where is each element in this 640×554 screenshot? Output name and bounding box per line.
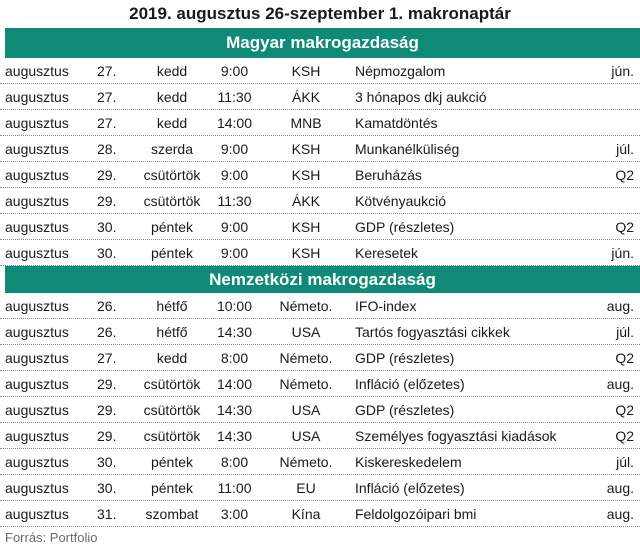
row-time: 9:00 (220, 245, 249, 261)
row-month: augusztus (5, 63, 69, 79)
calendar-sections (0, 28, 640, 527)
row-event: Kamatdöntés (355, 115, 438, 131)
row-time: 11:00 (217, 480, 252, 496)
row-time: 11:30 (217, 89, 252, 105)
row-day: 31. (97, 506, 117, 522)
row-time: 14:00 (216, 376, 253, 392)
row-event: Infláció (előzetes) (355, 480, 465, 496)
row-weekday: kedd (156, 350, 188, 366)
row-day: 26. (97, 324, 117, 340)
row-month: augusztus (5, 480, 69, 496)
row-weekday: csütörtök (143, 428, 201, 444)
row-period: Q2 (615, 350, 634, 366)
row-source: KSH (291, 63, 321, 79)
row-weekday: péntek (150, 454, 194, 470)
row-month: augusztus (5, 219, 69, 235)
row-source: Németo. (279, 376, 333, 392)
row-source: Kína (291, 506, 321, 522)
row-source: Németo. (279, 350, 333, 366)
table-row (0, 240, 640, 266)
row-weekday: péntek (150, 480, 194, 496)
row-weekday: kedd (156, 63, 188, 79)
row-period: júl. (616, 324, 634, 340)
row-day: 27. (97, 115, 117, 131)
row-weekday: csütörtök (143, 402, 201, 418)
table-row (0, 475, 640, 501)
row-day: 28. (97, 141, 117, 157)
row-day: 30. (97, 454, 117, 470)
table-row (0, 136, 640, 162)
page-title: 2019. augusztus 26-szeptember 1. makronaptár (129, 4, 511, 23)
row-month: augusztus (5, 402, 69, 418)
row-month: augusztus (5, 350, 69, 366)
row-time: 9:00 (220, 219, 249, 235)
row-weekday: csütörtök (143, 376, 201, 392)
table-row (0, 58, 640, 84)
row-month: augusztus (5, 376, 69, 392)
row-source: KSH (291, 245, 321, 261)
row-time: 9:00 (220, 141, 249, 157)
row-day: 30. (97, 219, 117, 235)
row-period: Q2 (615, 219, 634, 235)
row-event: GDP (részletes) (355, 350, 455, 366)
row-month: augusztus (5, 298, 69, 314)
row-month: augusztus (5, 324, 69, 340)
row-period: Q2 (615, 428, 634, 444)
row-weekday: péntek (150, 219, 194, 235)
row-weekday: hétfő (156, 324, 188, 340)
row-time: 14:00 (216, 115, 253, 131)
row-period: jún. (611, 63, 634, 79)
row-day: 27. (97, 89, 117, 105)
row-time: 11:30 (217, 193, 252, 209)
row-event: Keresetek (355, 245, 419, 261)
row-event: Beruházás (355, 167, 422, 183)
row-event: 3 hónapos dkj aukció (355, 89, 487, 105)
row-source: MNB (290, 115, 322, 131)
row-weekday: csütörtök (143, 193, 201, 209)
row-event: IFO-index (355, 298, 417, 314)
row-period: aug. (606, 298, 634, 314)
row-month: augusztus (5, 141, 69, 157)
row-source: KSH (291, 219, 321, 235)
row-event: Kötvényaukció (355, 193, 447, 209)
table-row (0, 319, 640, 345)
table-row (0, 423, 640, 449)
row-time: 3:00 (220, 506, 249, 522)
row-weekday: kedd (156, 89, 188, 105)
row-weekday: szerda (150, 141, 194, 157)
row-weekday: kedd (156, 115, 188, 131)
row-month: augusztus (5, 193, 69, 209)
row-day: 27. (97, 350, 117, 366)
row-event: Munkanélküliség (355, 141, 460, 157)
row-time: 9:00 (220, 167, 249, 183)
row-time: 8:00 (220, 454, 249, 470)
table-row (0, 345, 640, 371)
row-day: 29. (97, 428, 117, 444)
row-source: ÁKK (291, 89, 320, 105)
row-period: aug. (606, 480, 634, 496)
row-period: aug. (606, 376, 634, 392)
row-weekday: hétfő (156, 298, 188, 314)
row-month: augusztus (5, 454, 69, 470)
row-weekday: szombat (145, 506, 199, 522)
row-source: Németo. (279, 454, 333, 470)
row-event: Személyes fogyasztási kiadások (355, 428, 557, 444)
row-weekday: péntek (150, 245, 194, 261)
row-day: 30. (97, 245, 117, 261)
source-note: Forrás: Portfolio (5, 530, 98, 545)
row-period: jún. (611, 245, 634, 261)
row-time: 14:30 (216, 402, 253, 418)
row-time: 8:00 (220, 350, 249, 366)
row-source: USA (291, 428, 321, 444)
section-header: Magyar makrogazdaság (5, 28, 640, 58)
row-month: augusztus (5, 89, 69, 105)
row-event: GDP (részletes) (355, 219, 455, 235)
row-event: GDP (részletes) (355, 402, 455, 418)
row-period: aug. (606, 506, 634, 522)
table-row (0, 397, 640, 423)
row-day: 29. (97, 193, 117, 209)
row-day: 26. (97, 298, 117, 314)
row-time: 10:00 (216, 298, 253, 314)
row-time: 14:30 (216, 324, 253, 340)
row-time: 14:30 (216, 428, 253, 444)
row-day: 29. (97, 376, 117, 392)
table-row (0, 84, 640, 110)
row-event: Infláció (előzetes) (355, 376, 465, 392)
row-source: ÁKK (291, 193, 320, 209)
row-month: augusztus (5, 115, 69, 131)
row-event: Tartós fogyasztási cikkek (355, 324, 510, 340)
table-row (0, 501, 640, 527)
table-row (0, 293, 640, 319)
row-month: augusztus (5, 506, 69, 522)
row-day: 29. (97, 402, 117, 418)
table-row (0, 371, 640, 397)
row-period: júl. (616, 141, 634, 157)
row-source: USA (291, 324, 321, 340)
row-day: 30. (97, 480, 117, 496)
row-day: 27. (97, 63, 117, 79)
row-day: 29. (97, 167, 117, 183)
row-period: Q2 (615, 167, 634, 183)
row-source: Németo. (279, 298, 333, 314)
row-source: KSH (291, 167, 321, 183)
table-row (0, 110, 640, 136)
table-row (0, 449, 640, 475)
row-month: augusztus (5, 245, 69, 261)
row-period: Q2 (615, 402, 634, 418)
row-event: Népmozgalom (355, 63, 446, 79)
section-header: Nemzetközi makrogazdaság (5, 266, 640, 293)
row-month: augusztus (5, 428, 69, 444)
table-row (0, 162, 640, 188)
row-source: USA (291, 402, 321, 418)
row-source: EU (296, 480, 316, 496)
row-event: Feldolgozóipari bmi (355, 506, 477, 522)
table-row (0, 188, 640, 214)
row-source: KSH (291, 141, 321, 157)
row-event: Kiskereskedelem (355, 454, 462, 470)
table-row (0, 214, 640, 240)
row-period: júl. (616, 454, 634, 470)
row-month: augusztus (5, 167, 69, 183)
row-weekday: csütörtök (143, 167, 201, 183)
row-time: 9:00 (220, 63, 249, 79)
